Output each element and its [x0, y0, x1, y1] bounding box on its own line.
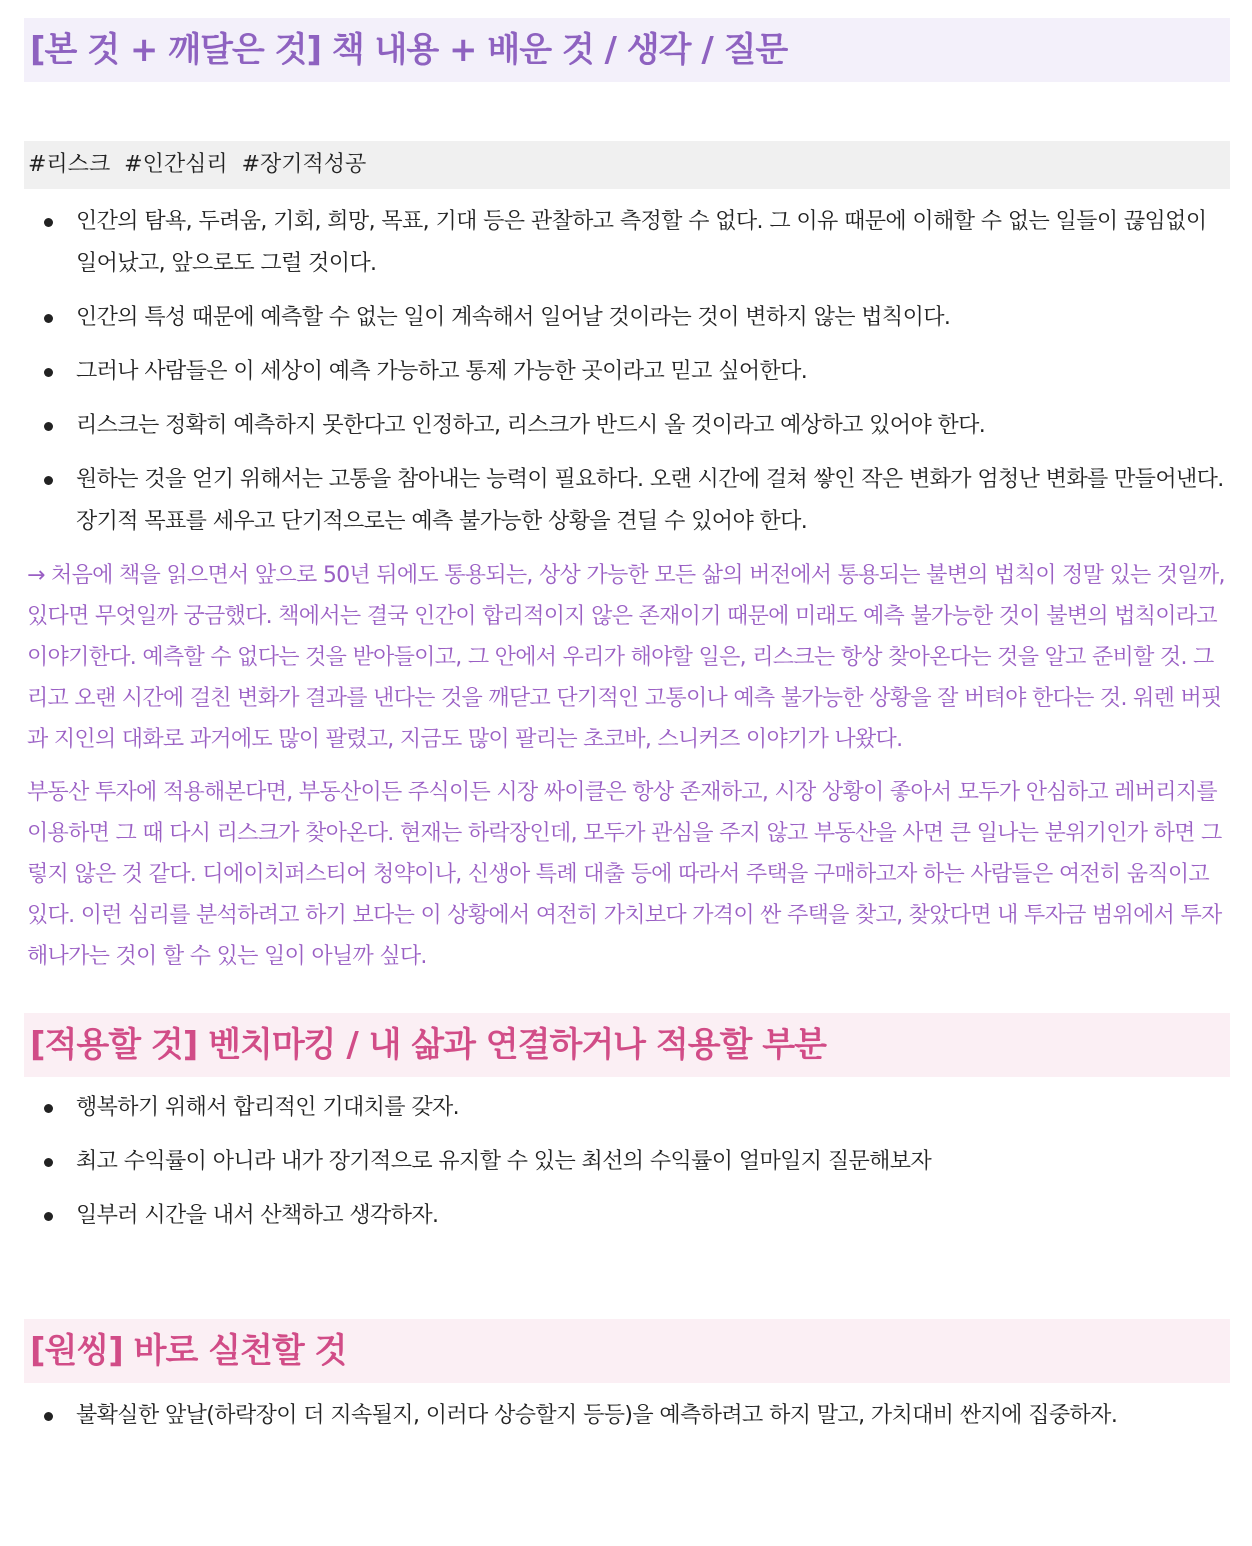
tag-line: #리스크 #인간심리 #장기적성공 [24, 141, 1230, 189]
list-item: 인간의 특성 때문에 예측할 수 없는 일이 계속해서 일어날 것이라는 것이 변하지 않는 법칙이다. [24, 297, 1230, 339]
list-item: 인간의 탐욕, 두려움, 기회, 희망, 목표, 기대 등은 관찰하고 측정할 수 없다. 그 이유 때문에 이해할 수 없는 일들이 끊임없이 일어났고, 앞으로도 그럴 것이다. [24, 201, 1230, 285]
list-item: 리스크는 정확히 예측하지 못한다고 인정하고, 리스크가 반드시 올 것이라고 예상하고 있어야 한다. [24, 405, 1230, 447]
list-item: 최고 수익률이 아니라 내가 장기적으로 유지할 수 있는 최선의 수익률이 얼마일지 질문해보자 [24, 1141, 1230, 1183]
list-item: 행복하기 위해서 합리적인 기대치를 갖자. [24, 1087, 1230, 1129]
section-heading-apply: [적용할 것] 벤치마킹 / 내 삶과 연결하거나 적용할 부분 [24, 1013, 1230, 1077]
list-item: 원하는 것을 얻기 위해서는 고통을 참아내는 능력이 필요하다. 오랜 시간에 걸쳐 쌓인 작은 변화가 엄청난 변화를 만들어낸다. 장기적 목표를 세우고 단기적으로는 예측 불가능한 상황을 견딜 수 있어야 한다. [24, 459, 1230, 543]
list-item: 그러나 사람들은 이 세상이 예측 가능하고 통제 가능한 곳이라고 믿고 싶어한다. [24, 351, 1230, 393]
list-item: 일부러 시간을 내서 산책하고 생각하자. [24, 1195, 1230, 1237]
apply-bullet-list [24, 1087, 1230, 1237]
one-thing-bullet-list [24, 1395, 1230, 1437]
section-heading-one-thing: [원씽] 바로 실천할 것 [24, 1319, 1230, 1383]
reflection-paragraph: 부동산 투자에 적용해본다면, 부동산이든 주식이든 시장 싸이클은 항상 존재하고, 시장 상황이 좋아서 모두가 안심하고 레버리지를 이용하면 그 때 다시 리스크가 찾아온다. 현재는 하락장인데, 모두가 관심을 주지 않고 부동산을 사면 큰 일나는 분위기인가 하면 그렇지 않은 것 같다. 디에이치퍼스티어 청약이나, 신생아 특례 대출 등에 따라서 주택을 구매하고자 하는 사람들은 여전히 움직이고 있다. 이런 심리를 분석하려고 하기 보다는 이 상황에서 여전히 가치보다 가격이 싼 주택을 찾고, 찾았다면 내 투자금 범위에서 투자해나가는 것이 할 수 있는 일이 아닐까 싶다. [27, 780, 1222, 969]
reflection-paragraph: → 처음에 책을 읽으면서 앞으로 50년 뒤에도 통용되는, 상상 가능한 모든 삶의 버전에서 통용되는 불변의 법칙이 정말 있는 것일까, 있다면 무엇일까 궁금했다. 책에서는 결국 인간이 합리적이지 않은 존재이기 때문에 미래도 예측 불가능한 것이 불변의 법칙이라고 이야기한다. 예측할 수 없다는 것을 받아들이고, 그 안에서 우리가 해야할 일은, 리스크는 항상 찾아온다는 것을 알고 준비할 것. 그리고 오랜 시간에 걸친 변화가 결과를 낸다는 것을 깨닫고 단기적인 고통이나 예측 불가능한 상황을 잘 버텨야 한다는 것. 워렌 버핏과 지인의 대화로 과거에도 많이 팔렸고, 지금도 많이 팔리는 초코바, 스니커즈 이야기가 나왔다. [27, 563, 1225, 752]
insight-bullet-list [24, 201, 1230, 543]
section-heading-insights: [본 것 + 깨달은 것] 책 내용 + 배운 것 / 생각 / 질문 [24, 18, 1230, 82]
list-item: 불확실한 앞날(하락장이 더 지속될지, 이러다 상승할지 등등)을 예측하려고 하지 말고, 가치대비 싼지에 집중하자. [24, 1395, 1230, 1437]
